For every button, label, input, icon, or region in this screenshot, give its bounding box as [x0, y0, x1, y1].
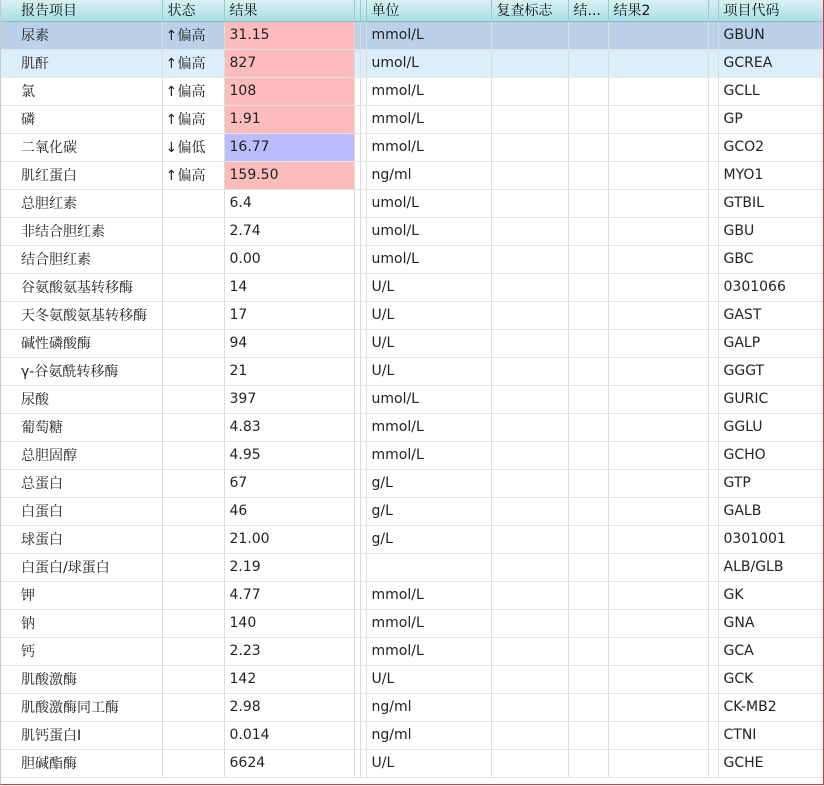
unit-cell: mmol/L	[366, 609, 491, 637]
unit-cell: ng/ml	[366, 693, 491, 721]
status-text: 偏低	[177, 140, 206, 156]
item-code-cell: GCO2	[718, 133, 823, 161]
result-cell: 2.23	[224, 637, 354, 665]
table-row[interactable]	[1, 609, 823, 637]
separator-cell	[708, 161, 718, 189]
recheck-flag-cell	[491, 665, 568, 693]
item-code-cell: GURIC	[718, 385, 823, 413]
table-row[interactable]	[1, 21, 823, 49]
recheck-flag-cell	[491, 161, 568, 189]
result-1-cell	[568, 21, 608, 49]
item-code-cell: MYO1	[718, 161, 823, 189]
result-cell: 0.00	[224, 245, 354, 273]
arrow-up-icon: ↑	[165, 168, 178, 184]
recheck-flag-cell	[491, 49, 568, 77]
table-row[interactable]	[1, 637, 823, 665]
col-sep-3-header[interactable]	[708, 0, 718, 21]
recheck-flag-cell	[491, 217, 568, 245]
table-row[interactable]	[1, 721, 823, 749]
result-1-cell	[568, 77, 608, 105]
unit-cell: umol/L	[366, 217, 491, 245]
result-2-cell	[608, 441, 708, 469]
table-row[interactable]	[1, 693, 823, 721]
status-text: 偏高	[177, 168, 206, 184]
item-name-cell: 肌钙蛋白I	[1, 721, 162, 749]
item-code-cell: GCHO	[718, 441, 823, 469]
result-2-cell	[608, 469, 708, 497]
table-row[interactable]	[1, 217, 823, 245]
result-2-cell	[608, 609, 708, 637]
result-1-cell	[568, 413, 608, 441]
recheck-flag-cell	[491, 721, 568, 749]
status-cell	[162, 105, 224, 133]
unit-cell: U/L	[366, 273, 491, 301]
item-code-cell: GALB	[718, 497, 823, 525]
unit-cell: mmol/L	[366, 105, 491, 133]
col-status-header[interactable]: 状态	[162, 0, 224, 21]
recheck-flag-cell	[491, 273, 568, 301]
item-code-cell: GK	[718, 581, 823, 609]
table-row[interactable]	[1, 581, 823, 609]
status-cell	[162, 217, 224, 245]
table-row[interactable]	[1, 161, 823, 189]
unit-cell: umol/L	[366, 189, 491, 217]
unit-cell: g/L	[366, 469, 491, 497]
arrow-up-icon: ↑	[165, 28, 178, 44]
status-cell	[162, 301, 224, 329]
separator-cell	[708, 721, 718, 749]
status-cell	[162, 609, 224, 637]
item-name-cell: 肌酐	[1, 49, 162, 77]
recheck-flag-cell	[491, 581, 568, 609]
table-header	[1, 0, 823, 21]
col-result-2-header[interactable]: 结果2	[608, 0, 708, 21]
result-1-cell	[568, 357, 608, 385]
table-row[interactable]	[1, 105, 823, 133]
recheck-flag-cell	[491, 357, 568, 385]
result-cell: 159.50	[224, 161, 354, 189]
result-cell: 0.014	[224, 721, 354, 749]
result-cell: 140	[224, 609, 354, 637]
header-row	[1, 0, 823, 21]
item-name-cell: 天冬氨酸氨基转移酶	[1, 301, 162, 329]
item-code-cell: GAST	[718, 301, 823, 329]
table-row[interactable]	[1, 189, 823, 217]
separator-cell	[708, 693, 718, 721]
unit-cell: ng/ml	[366, 721, 491, 749]
unit-cell: U/L	[366, 357, 491, 385]
result-1-cell	[568, 105, 608, 133]
result-cell: 4.83	[224, 413, 354, 441]
item-code-cell: GCK	[718, 665, 823, 693]
result-cell: 14	[224, 273, 354, 301]
recheck-flag-cell	[491, 693, 568, 721]
result-2-cell	[608, 721, 708, 749]
table-body	[1, 21, 823, 777]
item-code-cell: ALB/GLB	[718, 553, 823, 581]
result-1-cell	[568, 329, 608, 357]
item-name-cell: 总胆固醇	[1, 441, 162, 469]
result-2-cell	[608, 301, 708, 329]
result-1-cell	[568, 749, 608, 777]
result-2-cell	[608, 497, 708, 525]
col-result-1-header[interactable]: 结...	[568, 0, 608, 21]
item-name-cell: 钾	[1, 581, 162, 609]
table-row[interactable]	[1, 665, 823, 693]
result-cell: 16.77	[224, 133, 354, 161]
status-cell	[162, 133, 224, 161]
status-text: 偏高	[177, 56, 206, 72]
result-2-cell	[608, 133, 708, 161]
status-cell	[162, 77, 224, 105]
status-cell	[162, 497, 224, 525]
status-cell	[162, 665, 224, 693]
result-2-cell	[608, 385, 708, 413]
status-cell	[162, 525, 224, 553]
item-name-cell: 肌酸激酶同工酶	[1, 693, 162, 721]
item-code-cell: GCHE	[718, 749, 823, 777]
result-1-cell	[568, 301, 608, 329]
result-2-cell	[608, 49, 708, 77]
status-text: 偏高	[177, 28, 206, 44]
item-code-cell: GCA	[718, 637, 823, 665]
separator-cell	[708, 609, 718, 637]
table-row[interactable]	[1, 245, 823, 273]
arrow-up-icon: ↑	[165, 112, 178, 128]
unit-cell: U/L	[366, 301, 491, 329]
result-cell: 827	[224, 49, 354, 77]
result-cell: 21	[224, 357, 354, 385]
result-1-cell	[568, 469, 608, 497]
recheck-flag-cell	[491, 105, 568, 133]
separator-cell	[708, 245, 718, 273]
result-cell: 2.74	[224, 217, 354, 245]
col-recheck-flag-header[interactable]: 复查标志	[491, 0, 568, 21]
item-name-cell: 二氧化碳	[1, 133, 162, 161]
result-2-cell	[608, 637, 708, 665]
unit-cell: mmol/L	[366, 21, 491, 49]
item-name-cell: 胆碱酯酶	[1, 749, 162, 777]
item-code-cell: GTBIL	[718, 189, 823, 217]
item-name-cell: 碱性磷酸酶	[1, 329, 162, 357]
recheck-flag-cell	[491, 413, 568, 441]
separator-cell	[708, 77, 718, 105]
result-cell: 46	[224, 497, 354, 525]
recheck-flag-cell	[491, 637, 568, 665]
result-cell: 6.4	[224, 189, 354, 217]
result-cell: 94	[224, 329, 354, 357]
result-1-cell	[568, 721, 608, 749]
result-2-cell	[608, 21, 708, 49]
separator-cell	[708, 189, 718, 217]
separator-cell	[708, 497, 718, 525]
result-1-cell	[568, 441, 608, 469]
item-name-cell: 白蛋白/球蛋白	[1, 553, 162, 581]
status-cell	[162, 749, 224, 777]
separator-cell	[708, 469, 718, 497]
result-2-cell	[608, 665, 708, 693]
separator-cell	[708, 665, 718, 693]
table-row[interactable]	[1, 497, 823, 525]
status-cell	[162, 469, 224, 497]
separator-cell	[708, 553, 718, 581]
table-row[interactable]	[1, 413, 823, 441]
unit-cell: g/L	[366, 497, 491, 525]
unit-cell	[366, 553, 491, 581]
status-cell	[162, 49, 224, 77]
item-code-cell: GNA	[718, 609, 823, 637]
recheck-flag-cell	[491, 441, 568, 469]
result-1-cell	[568, 217, 608, 245]
result-2-cell	[608, 581, 708, 609]
recheck-flag-cell	[491, 385, 568, 413]
result-1-cell	[568, 385, 608, 413]
status-cell	[162, 245, 224, 273]
unit-cell: ng/ml	[366, 161, 491, 189]
separator-cell	[708, 21, 718, 49]
result-2-cell	[608, 217, 708, 245]
item-name-cell: 谷氨酸氨基转移酶	[1, 273, 162, 301]
item-name-cell: 总胆红素	[1, 189, 162, 217]
separator-cell	[708, 385, 718, 413]
result-cell: 6624	[224, 749, 354, 777]
table-row[interactable]	[1, 385, 823, 413]
result-1-cell	[568, 553, 608, 581]
table-row[interactable]	[1, 749, 823, 777]
status-cell	[162, 329, 224, 357]
status-cell	[162, 441, 224, 469]
recheck-flag-cell	[491, 329, 568, 357]
result-1-cell	[568, 133, 608, 161]
result-1-cell	[568, 581, 608, 609]
result-1-cell	[568, 665, 608, 693]
result-2-cell	[608, 245, 708, 273]
item-name-cell: γ-谷氨酰转移酶	[1, 357, 162, 385]
item-name-cell: 钠	[1, 609, 162, 637]
recheck-flag-cell	[491, 245, 568, 273]
separator-cell	[708, 329, 718, 357]
unit-cell: mmol/L	[366, 77, 491, 105]
item-code-cell: GBC	[718, 245, 823, 273]
result-cell: 142	[224, 665, 354, 693]
result-cell: 31.15	[224, 21, 354, 49]
recheck-flag-cell	[491, 609, 568, 637]
item-name-cell: 尿酸	[1, 385, 162, 413]
item-code-cell: 0301066	[718, 273, 823, 301]
separator-cell	[708, 413, 718, 441]
separator-cell	[708, 749, 718, 777]
col-unit-header[interactable]: 单位	[366, 0, 491, 21]
recheck-flag-cell	[491, 77, 568, 105]
unit-cell: mmol/L	[366, 581, 491, 609]
arrow-up-icon: ↑	[165, 56, 178, 72]
result-2-cell	[608, 189, 708, 217]
result-cell: 2.19	[224, 553, 354, 581]
item-name-cell: 球蛋白	[1, 525, 162, 553]
result-cell: 67	[224, 469, 354, 497]
item-name-cell: 氯	[1, 77, 162, 105]
table-row[interactable]	[1, 357, 823, 385]
recheck-flag-cell	[491, 749, 568, 777]
item-name-cell: 白蛋白	[1, 497, 162, 525]
result-2-cell	[608, 161, 708, 189]
result-cell: 4.95	[224, 441, 354, 469]
item-code-cell: GBU	[718, 217, 823, 245]
item-name-cell: 结合胆红素	[1, 245, 162, 273]
unit-cell: umol/L	[366, 385, 491, 413]
item-code-cell: CTNI	[718, 721, 823, 749]
result-1-cell	[568, 189, 608, 217]
result-1-cell	[568, 245, 608, 273]
result-2-cell	[608, 329, 708, 357]
result-2-cell	[608, 105, 708, 133]
status-cell	[162, 721, 224, 749]
item-code-cell: CK-MB2	[718, 693, 823, 721]
result-1-cell	[568, 609, 608, 637]
recheck-flag-cell	[491, 301, 568, 329]
result-2-cell	[608, 273, 708, 301]
item-code-cell: GCREA	[718, 49, 823, 77]
separator-cell	[708, 105, 718, 133]
status-text: 偏高	[177, 112, 206, 128]
item-name-cell: 钙	[1, 637, 162, 665]
result-1-cell	[568, 525, 608, 553]
item-name-cell: 非结合胆红素	[1, 217, 162, 245]
result-cell: 1.91	[224, 105, 354, 133]
status-cell	[162, 553, 224, 581]
recheck-flag-cell	[491, 553, 568, 581]
lab-results-table	[1, 0, 824, 778]
unit-cell: mmol/L	[366, 441, 491, 469]
result-1-cell	[568, 693, 608, 721]
item-code-cell: GTP	[718, 469, 823, 497]
item-name-cell: 尿素	[1, 21, 162, 49]
arrow-up-icon: ↑	[165, 84, 178, 100]
item-code-cell: 0301001	[718, 525, 823, 553]
separator-cell	[708, 581, 718, 609]
status-cell	[162, 357, 224, 385]
result-2-cell	[608, 357, 708, 385]
unit-cell: mmol/L	[366, 133, 491, 161]
result-cell: 108	[224, 77, 354, 105]
separator-cell	[708, 525, 718, 553]
recheck-flag-cell	[491, 525, 568, 553]
result-2-cell	[608, 525, 708, 553]
unit-cell: mmol/L	[366, 637, 491, 665]
separator-cell	[708, 133, 718, 161]
status-cell	[162, 273, 224, 301]
table-row[interactable]	[1, 329, 823, 357]
status-cell	[162, 385, 224, 413]
result-2-cell	[608, 749, 708, 777]
status-text: 偏高	[177, 84, 206, 100]
result-1-cell	[568, 49, 608, 77]
item-name-cell: 总蛋白	[1, 469, 162, 497]
item-code-cell: GCLL	[718, 77, 823, 105]
item-code-cell: GGLU	[718, 413, 823, 441]
status-cell	[162, 693, 224, 721]
result-cell: 2.98	[224, 693, 354, 721]
item-code-cell: GALP	[718, 329, 823, 357]
result-cell: 4.77	[224, 581, 354, 609]
result-cell: 17	[224, 301, 354, 329]
item-code-cell: GP	[718, 105, 823, 133]
recheck-flag-cell	[491, 133, 568, 161]
unit-cell: umol/L	[366, 245, 491, 273]
unit-cell: U/L	[366, 329, 491, 357]
unit-cell: U/L	[366, 665, 491, 693]
recheck-flag-cell	[491, 497, 568, 525]
col-result-header[interactable]: 结果	[224, 0, 354, 21]
result-1-cell	[568, 637, 608, 665]
table-row[interactable]	[1, 441, 823, 469]
result-cell: 21.00	[224, 525, 354, 553]
item-name-cell: 肌红蛋白	[1, 161, 162, 189]
status-cell	[162, 189, 224, 217]
result-1-cell	[568, 497, 608, 525]
col-item-code-header[interactable]: 项目代码	[718, 0, 823, 21]
separator-cell	[708, 637, 718, 665]
result-cell: 397	[224, 385, 354, 413]
result-2-cell	[608, 77, 708, 105]
status-cell	[162, 413, 224, 441]
status-cell	[162, 161, 224, 189]
table-row[interactable]	[1, 469, 823, 497]
status-cell	[162, 581, 224, 609]
item-name-cell: 磷	[1, 105, 162, 133]
col-report-item-header[interactable]: 报告项目	[1, 0, 162, 21]
separator-cell	[708, 441, 718, 469]
table-row[interactable]	[1, 553, 823, 581]
unit-cell: umol/L	[366, 49, 491, 77]
recheck-flag-cell	[491, 469, 568, 497]
separator-cell	[708, 217, 718, 245]
separator-cell	[708, 301, 718, 329]
result-2-cell	[608, 553, 708, 581]
item-code-cell: GGGT	[718, 357, 823, 385]
table-row[interactable]	[1, 133, 823, 161]
item-code-cell: GBUN	[718, 21, 823, 49]
status-cell	[162, 637, 224, 665]
unit-cell: mmol/L	[366, 413, 491, 441]
result-2-cell	[608, 693, 708, 721]
arrow-down-icon: ↓	[165, 140, 178, 156]
result-1-cell	[568, 273, 608, 301]
separator-cell	[708, 273, 718, 301]
item-name-cell: 葡萄糖	[1, 413, 162, 441]
separator-cell	[708, 49, 718, 77]
recheck-flag-cell	[491, 21, 568, 49]
table-row[interactable]	[1, 273, 823, 301]
table-row[interactable]	[1, 301, 823, 329]
table-row[interactable]	[1, 49, 823, 77]
result-1-cell	[568, 161, 608, 189]
recheck-flag-cell	[491, 189, 568, 217]
item-name-cell: 肌酸激酶	[1, 665, 162, 693]
unit-cell: g/L	[366, 525, 491, 553]
separator-cell	[708, 357, 718, 385]
result-2-cell	[608, 413, 708, 441]
table-row[interactable]	[1, 77, 823, 105]
table-row[interactable]	[1, 525, 823, 553]
unit-cell: U/L	[366, 749, 491, 777]
status-cell	[162, 21, 224, 49]
